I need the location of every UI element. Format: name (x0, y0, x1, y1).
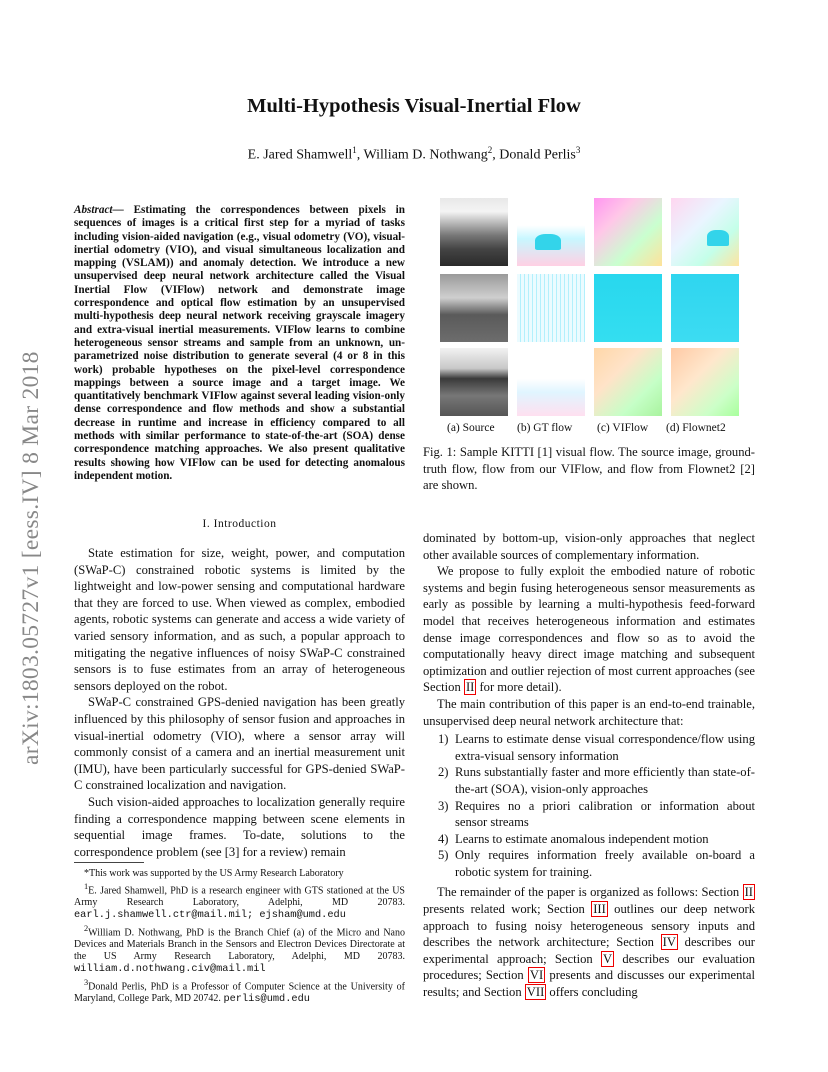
viflow-1 (594, 198, 662, 266)
footnotes (74, 868, 405, 1007)
author-3-mark: 3 (575, 145, 581, 155)
author-3: Donald Perlis (499, 147, 576, 163)
section-ref-link[interactable]: VI (529, 968, 544, 983)
section-ref-link[interactable]: III (593, 902, 606, 917)
abstract-lead: Abstract (74, 204, 113, 216)
email-link[interactable]: earl.j.shamwell.ctr@mail.mil; ejsham@umd.edu (74, 909, 346, 922)
viflow-3 (594, 348, 662, 416)
intro-paragraph-1: State estimation for size, weight, power, and computation (SWaP-C) constrained robotic systems is limited by the lightweight and low-power sensing and computational hardware that they are forced to use. When viewed as complex, embodied agents, robotic systems can generate and access a wide variety of varied sensory information, and as such, a popular approach to mitigating the negative influences of noisy SWaP-C constrained sensors is to fuse estimates from an array of heterogeneous sensors deployed on the robot. (74, 546, 405, 693)
list-item: 1) Learns to estimate dense visual correspondence/flow using extra-visual sensory information (438, 732, 755, 763)
source-image-2 (440, 274, 508, 342)
source-image-1 (440, 198, 508, 266)
subcaption-flownet2: (d) Flownet2 (666, 422, 726, 434)
flownet2-3 (671, 348, 739, 416)
email-link[interactable]: william.d.nothwang.civ@mail.mil (74, 963, 266, 975)
paper-title: Multi-Hypothesis Visual-Inertial Flow (247, 95, 581, 117)
list-item: 3) Requires no a priori calibration or information about sensor streams (438, 798, 755, 830)
section-ref-link[interactable]: VII (526, 985, 545, 1000)
subcaption-viflow: (c) VIFlow (597, 422, 649, 434)
abstract (74, 204, 405, 483)
list-item: 4) Learns to estimate anomalous independent motion (438, 831, 709, 846)
introduction-body (74, 545, 405, 860)
list-item: 2) Runs substantially faster and more efficiently than state-of-the-art (SOA), vision-only approaches (438, 765, 755, 796)
footnote-2: $^2$William D. Nothwang, PhD is the Branch Chief (a) of the Micro and Nano Devices and Materials Branch in the Sensors and Electron Devices Directorate at the US Army Research Laboratory, Adelphi, MD 20783. william.d.nothwang.civ@mail.mil (74, 923, 405, 975)
gt-flow-3 (517, 348, 585, 416)
subcaption-source: (a) Source (447, 422, 495, 434)
section-ref-link[interactable]: II (465, 680, 475, 695)
right-paragraph-4: The remainder of the paper is organized as follows: Section II presents related work; Section III outlines our deep network approach to fusing noisy heterogeneous sensory inputs and describes the network architecture; Section IV describes our experimental approach; Section V describes our evaluation procedures; Section VI presents and discusses our experimental results; and Section VII offers concluding (423, 885, 756, 1000)
gt-flow-1 (517, 198, 585, 266)
figure-1-caption: Fig. 1: Sample KITTI [1] visual flow. The source image, ground-truth flow, flow from our VIFlow, and flow from Flownet2 [2] are shown. (423, 445, 755, 493)
footnote-1: $^1$E. Jared Shamwell, PhD is a research engineer with GTS stationed at the US Army Research Laboratory, Adelphi, MD 20783. earl.j.shamwell.ctr@mail.mil; ejsham@umd.edu (74, 881, 405, 922)
author-line: E. Jared Shamwell$^1$, William D. Nothwang$^2$, Donald Perlis$^3$ (247, 145, 581, 163)
section-ref-link[interactable]: II (744, 885, 753, 900)
contribution-list (423, 731, 755, 880)
author-2-mark: 2 (487, 145, 493, 155)
section-ref-link[interactable]: V (602, 951, 613, 966)
flow-blob (707, 230, 729, 246)
right-paragraph-3: The main contribution of this paper is an end-to-end trainable, unsupervised deep neural network architecture that: (423, 696, 755, 728)
section-heading-introduction: I. Introduction (202, 518, 277, 530)
viflow-2 (594, 274, 662, 342)
intro-paragraph-2: SWaP-C constrained GPS-denied navigation has been greatly influenced by this philosophy of sensor fusion and approaches in visual-inertial odometry (VIO), where a sensor array will commonly consist of a camera and an inertial measurement unit (IMU), have been particularly successful for GPS-denied SWaP-C constrained localization and navigation. (74, 695, 405, 793)
gt-flow-2 (517, 274, 585, 342)
right-paragraph-2: We propose to fully exploit the embodied nature of robotic systems and begin fusing heterogeneous sensor measurements as early as possible by learning a multi-hypothesis feed-forward model that receives heterogeneous information and estimates dense image correspondences and flow so as to avoid the computationally heavy direct image matching and subsequent optimization and outlier rejection of most current approaches (see Section II for more detail). (423, 564, 755, 695)
author-1: E. Jared Shamwell (247, 147, 353, 163)
abstract-text: — Estimating the correspondences between pixels in sequences of images is a critical first step for a myriad of tasks including vision-aided navigation (e.g., visual odometry (VO), visual-inertial odometry (VIO), and visual simultaneous localization and mapping (VSLAM)) and anomaly detection. We introduce a new unsupervised deep neural network architecture called the Visual Inertial Flow (VIFlow) network and demonstrate image correspondence and optical flow estimation by an unsupervised multi-hypothesis deep neural network receiving grayscale imagery and extra-visual inertial measurements. VIFlow learns to combine heterogeneous sensor streams and sample from an unknown, un-parametrized noise distribution to generate several (4 or 8 in this work) probable hypotheses on the pixel-level correspondence mappings between a source image and a target image. We quantitatively benchmark VIFlow against several leading vision-only dense correspondence and flow methods and show a substantial decrease in runtime and increase in efficiency compared to all methods with similar performance to state-of-the-art (SOA) dense correspondence matching approaches. We also present qualitative results showing how VIFlow can be used for detecting anomalous independent motion. (74, 204, 405, 482)
author-2: William D. Nothwang (363, 147, 488, 163)
arxiv-stamp: arXiv:1803.05727v1 [eess.IV] 8 Mar 2018 (18, 351, 44, 765)
list-item: 5) Only requires information freely available on-board a robotic system for training. (438, 848, 755, 879)
intro-paragraph-3: Such vision-aided approaches to localization generally require finding a correspondence mapping between scene elements in sequential image frames. To-date, solutions to the correspondence problem (see [3] for a review) remain (74, 794, 405, 859)
flownet2-1 (671, 198, 739, 266)
flow-blob (535, 234, 561, 250)
section-ref-link[interactable]: IV (662, 935, 676, 950)
right-column-body (423, 530, 755, 1001)
footnote-rule (74, 862, 144, 863)
author-1-mark: 1 (352, 145, 357, 155)
right-paragraph-1: dominated by bottom-up, vision-only approaches that neglect other available sources of complementary information. (423, 531, 755, 562)
subcaption-gt-flow: (b) GT flow (517, 422, 573, 434)
footnote-funding: *This work was supported by the US Army Research Laboratory (84, 868, 344, 879)
source-image-3 (440, 348, 508, 416)
footnote-3: $^3$Donald Perlis, PhD is a Professor of Computer Science at the University of Maryland, College Park, MD 20742. perlis@umd.edu (74, 977, 405, 1006)
email-link[interactable]: perlis@umd.edu (223, 993, 310, 1006)
flownet2-2 (671, 274, 739, 342)
